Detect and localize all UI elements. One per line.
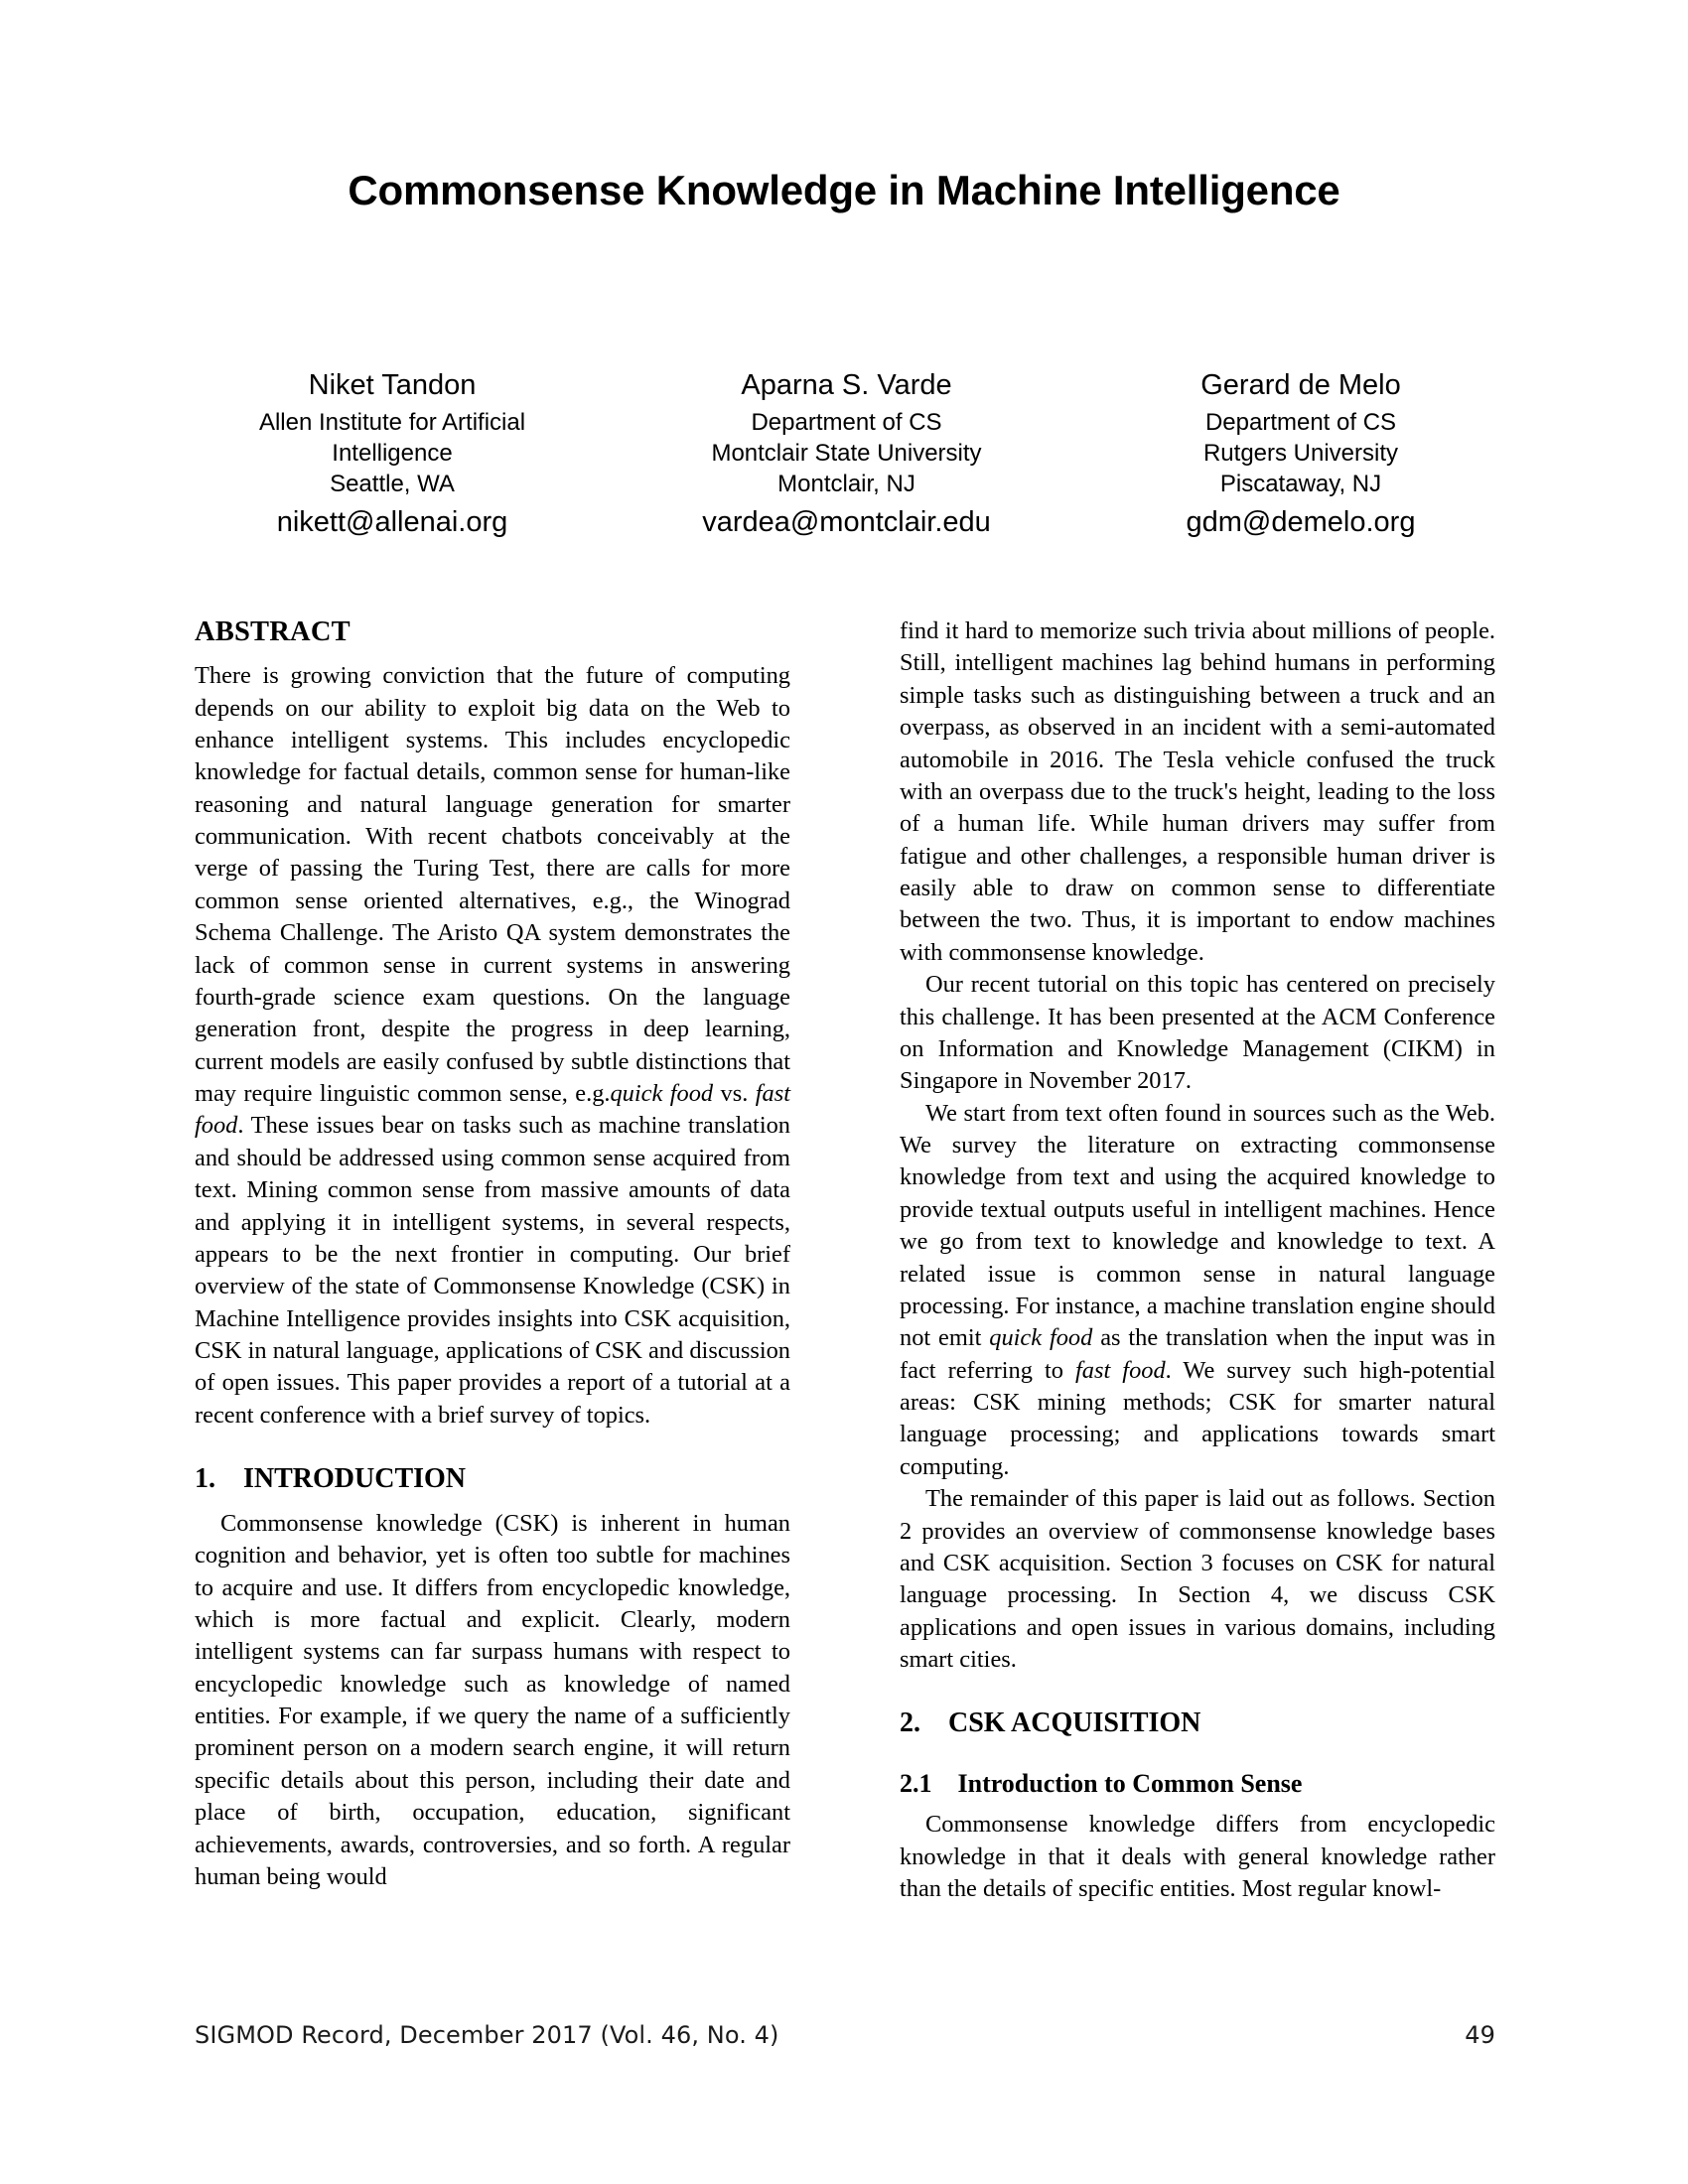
author-affiliation-line2: Montclair State University	[711, 439, 982, 467]
author-affiliation-line1: Department of CS	[1204, 408, 1397, 436]
author-block	[174, 367, 1519, 542]
introduction-paragraph: Commonsense knowledge (CSK) is inherent in human cognition and behavior, yet is often too subtle for machines to acquire and use. It differs from encyclopedic knowledge, which is more factual and explicit. Clearly, modern intelligent systems can far surpass humans with respect to encyclopedic knowledge such as knowledge of named entities. For example, if we query the name of a sufficiently prominent person on a modern search engine, it will return specific details about this person, including their date and place of birth, occupation, education, significant achievements, awards, controversies, and so forth. A regular human being would	[195, 1509, 790, 1890]
left-column	[195, 615, 790, 1985]
survey-paragraph: We start from text often found in sources such as the Web. We survey the literature on extracting commonsense knowledge from text and using the acquired knowledge to provide textual outputs useful in intelligent machines. Hence we go from text to knowledge and knowledge to text. A related issue is common sense in natural language processing. For instance, a machine translation engine should not emit quick food as the translation when the input was in fact referring to fast food. We survey such high-potential areas: CSK mining methods; CSK for smarter natural language processing; and applications towards smart computing.	[900, 1099, 1496, 1480]
common-sense-paragraph: Commonsense knowledge differs from encyclopedic knowledge in that it deals with general knowledge rather than the details of specific entities. Most regular knowl-	[900, 1811, 1495, 1902]
page-footer	[195, 2021, 1495, 2049]
author-email[interactable]: gdm@demelo.org	[1186, 506, 1416, 539]
tutorial-paragraph: Our recent tutorial on this topic has centered on precisely this challenge. It has been presented at the ACM Conference on Information and Knowledge Management (CIKM) in Singapore in November 2017.	[900, 971, 1495, 1095]
body-columns	[195, 615, 1495, 1985]
author-affiliation-line2: Rutgers University	[1202, 439, 1399, 467]
author-location: Piscataway, NJ	[1219, 471, 1382, 498]
footer-journal-info: SIGMOD Record, December 2017 (Vol. 46, No. 4)	[195, 2021, 779, 2049]
author-email[interactable]: vardea@montclair.edu	[702, 506, 991, 539]
title-block	[174, 167, 1514, 213]
author-affiliation-line1: Allen Institute for Artificial	[258, 408, 526, 436]
author-location: Montclair, NJ	[777, 471, 915, 498]
page-title: Commonsense Knowledge in Machine Intelligence	[348, 167, 1340, 213]
author-name: Gerard de Melo	[1200, 369, 1401, 401]
footer-page-number: 49	[1465, 2021, 1495, 2049]
abstract-heading: ABSTRACT	[195, 616, 351, 647]
section-heading-introduction: 1. INTRODUCTION	[195, 1463, 467, 1495]
author-name: Niket Tandon	[308, 369, 477, 401]
remainder-paragraph: The remainder of this paper is laid out as follows. Section 2 provides an overview of commonsense knowledge bases and CSK acquisition. Section 3 focuses on CSK for natural language processing. In Section 4, we discuss CSK applications and open issues in various domains, including smart cities.	[900, 1485, 1495, 1673]
introduction-continuation-paragraph: find it hard to memorize such trivia about millions of people. Still, intelligent machines lag behind humans in performing simple tasks such as distinguishing between a truck and an overpass, as observed in an incident with a semi-automated automobile in 2016. The Tesla vehicle confused the truck with an overpass due to the truck's height, leading to the loss of a human life. While human drivers may suffer from fatigue and other challenges, a responsible human driver is easily able to draw on common sense to differentiate between the two. Thus, it is important to endow machines with commonsense knowledge.	[900, 617, 1495, 966]
author-column	[1082, 367, 1519, 542]
abstract-paragraph: There is growing conviction that the future of computing depends on our ability to exploit big data on the Web to enhance intelligent systems. This includes encyclopedic knowledge for factual details, common sense for human-like reasoning and natural language generation for smarter communication. With recent chatbots conceivably at the verge of passing the Turing Test, there are calls for more common sense oriented alternatives, e.g., the Winograd Schema Challenge. The Aristo QA system demonstrates the lack of common sense in current systems in answering fourth-grade science exam questions. On the language generation front, despite the progress in deep learning, current models are easily confused by subtle distinctions that may require linguistic common sense, e.g.quick food vs. fast food. These issues bear on tasks such as machine translation and should be addressed using common sense acquired from text. Mining common sense from massive amounts of data and applying it in intelligent systems, in several respects, appears to be the next frontier in computing. Our brief overview of the state of Commonsense Knowledge (CSK) in Machine Intelligence provides insights into CSK acquisition, CSK in natural language, applications of CSK and discussion of open issues. This paper provides a report of a tutorial at a recent conference with a brief survey of topics.	[195, 662, 790, 1429]
author-location: Seattle, WA	[330, 471, 455, 498]
author-column	[629, 367, 1065, 542]
author-affiliation-line1: Department of CS	[751, 408, 942, 436]
author-email[interactable]: nikett@allenai.org	[276, 506, 508, 539]
author-column	[174, 367, 611, 542]
author-name: Aparna S. Varde	[741, 369, 952, 401]
section-heading-csk-acquisition: 2. CSK ACQUISITION	[900, 1707, 1201, 1739]
subsection-heading-intro-common-sense: 2.1 Introduction to Common Sense	[900, 1768, 1303, 1798]
author-affiliation-line2: Intelligence	[332, 439, 453, 467]
right-column	[900, 615, 1495, 1985]
